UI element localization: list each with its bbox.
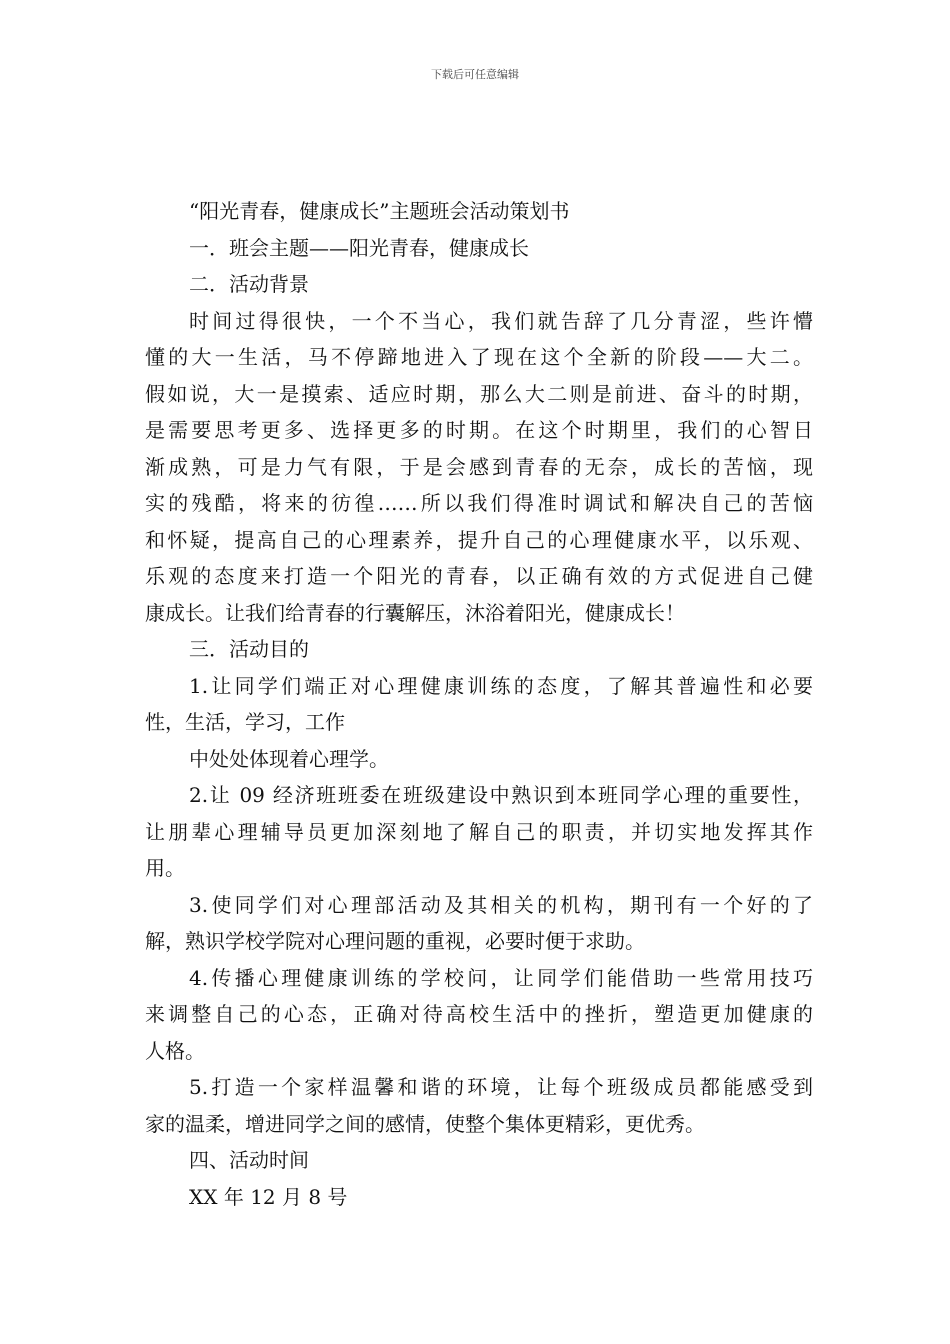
text-line: 1.让同学们端正对心理健康训练的态度，了解其普遍性和必要 [189,673,813,698]
text-line: 康成长。让我们给青春的行囊解压，沐浴着阳光，健康成长！ [145,600,685,625]
text-line: 二．活动背景 [189,272,309,296]
text-line: 四、活动时间 [189,1148,309,1172]
text-line: 4.传播心理健康训练的学校问，让同学们能借助一些常用技巧 [189,965,813,990]
page-header-note: 下载后可任意编辑 [431,68,519,81]
text-line: 一．班会主题——阳光青春，健康成长 [189,235,529,260]
text-line: 2.让 09 经济班班委在班级建设中熟识到本班同学心理的重要性， [189,783,813,807]
text-line: 乐观的态度来打造一个阳光的青春，以正确有效的方式促进自己健 [145,564,813,588]
text-line: 来调整自己的心态，正确对待高校生活中的挫折，塑造更加健康的 [145,1002,813,1026]
text-line: 是需要思考更多、选择更多的时期。在这个时期里，我们的心智日 [145,418,813,442]
text-line: 懂的大一生活，马不停蹄地进入了现在这个全新的阶段——大二。 [145,345,813,369]
text-line: 和怀疑，提高自己的心理素养，提升自己的心理健康水平，以乐观、 [145,527,813,552]
text-line: “阳光青春，健康成长”主题班会活动策划书 [189,199,570,223]
document-body [145,193,813,1215]
text-line: 中处处体现着心理学。 [189,746,389,771]
text-line: 时间过得很快，一个不当心，我们就告辞了几分青涩，些许懵 [189,308,813,333]
text-line: 渐成熟，可是力气有限，于是会感到青春的无奈，成长的苦恼，现 [145,454,813,479]
text-line: 实的残酷，将来的彷徨……所以我们得准时调试和解决自己的苦恼 [145,491,813,515]
text-line: XX 年 12 月 8 号 [189,1184,348,1209]
text-line: 家的温柔，增进同学之间的感情，使整个集体更精彩，更优秀。 [145,1111,705,1136]
text-line: 让朋辈心理辅导员更加深刻地了解自己的职责，并切实地发挥其作 [145,819,813,844]
text-line: 5.打造一个家样温馨和谐的环境，让每个班级成员都能感受到 [189,1075,813,1099]
text-line: 性，生活，学习，工作 [145,710,345,734]
text-line: 解，熟识学校学院对心理问题的重视，必要时便于求助。 [145,929,645,953]
text-line: 假如说，大一是摸索、适应时期，那么大二则是前进、奋斗的时期， [145,381,813,406]
text-line: 3.使同学们对心理部活动及其相关的机构，期刊有一个好的了 [189,892,813,917]
text-line: 人格。 [145,1038,205,1063]
text-line: 用。 [145,856,185,880]
text-line: 三．活动目的 [189,637,309,661]
